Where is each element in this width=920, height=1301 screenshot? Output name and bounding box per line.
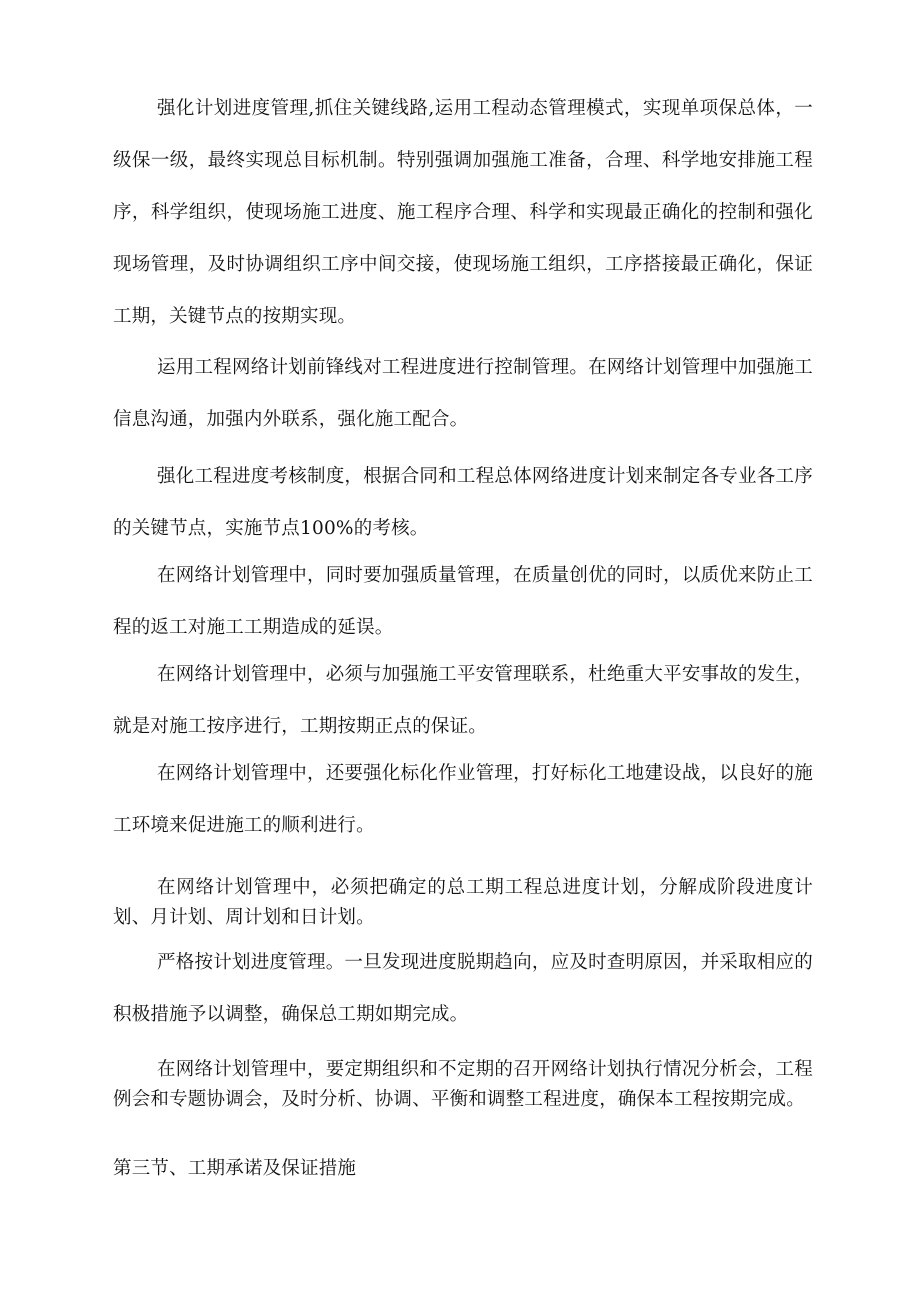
- section-heading: 第三节、工期承诺及保证措施: [113, 1158, 357, 1179]
- paragraph-standardized-operation: 在网络计划管理中，还要强化标化作业管理，打好标化工地建设战，以良好的施工环境来促进施工的顺利进行。: [113, 763, 813, 836]
- paragraph-assessment-system: 强化工程进度考核制度，根据合同和工程总体网络进度计划来制定各专业各工序的关键节点，实施节点100%的考核。: [113, 466, 813, 539]
- paragraph-periodic-meetings: 在网络计划管理中，要定期组织和不定期的召开网络计划执行情况分析会，工程例会和专题协调会，及时分析、协调、平衡和调整工程进度，确保本工程按期完成。: [113, 1059, 813, 1110]
- paragraph-quality-management: 在网络计划管理中，同时要加强质量管理，在质量创优的同时，以质优来防止工程的返工对施工工期造成的延误。: [113, 565, 813, 638]
- paragraph-plan-breakdown: 在网络计划管理中，必须把确定的总工期工程总进度计划，分解成阶段进度计划、月计划、周计划和日计划。: [113, 877, 813, 928]
- paragraph-network-frontline: 运用工程网络计划前锋线对工程进度进行控制管理。在网络计划管理中加强施工信息沟通，加强内外联系，强化施工配合。: [113, 357, 813, 430]
- paragraph-safety-management: 在网络计划管理中，必须与加强施工平安管理联系，杜绝重大平安事故的发生，就是对施工按序进行，工期按期正点的保证。: [113, 664, 813, 737]
- paragraph-progress-management: 强化计划进度管理,抓住关键线路,运用工程动态管理模式，实现单项保总体，一级保一级，最终实现总目标机制。特别强调加强施工准备，合理、科学地安排施工程序，科学组织，使现场施工进度、施工程序合理、科学和实现最正确化的控制和强化现场管理，及时协调组织工序中间交接，使现场施工组织，工序搭接最正确化，保证工期，关键节点的按期实现。: [113, 98, 813, 327]
- paragraph-strict-schedule: 严格按计划进度管理。一旦发现进度脱期趋向，应及时查明原因，并采取相应的积极措施予以调整，确保总工期如期完成。: [113, 952, 813, 1025]
